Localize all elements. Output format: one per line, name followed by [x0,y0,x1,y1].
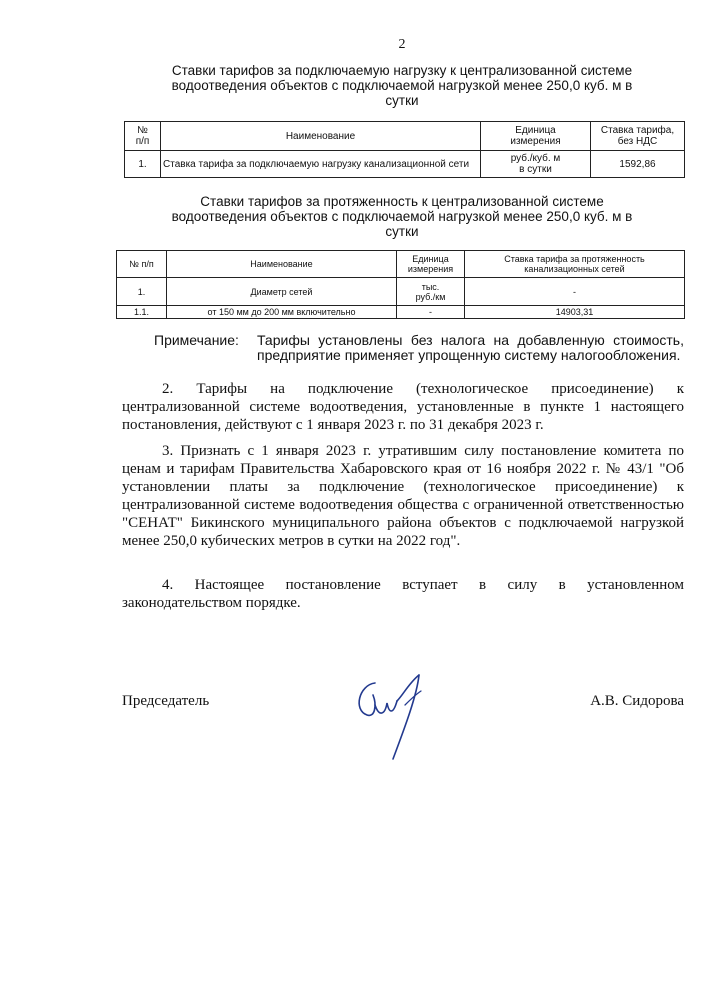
signatory-title: Председатель [122,693,210,709]
note-text: Тарифы установлены без налога на добавленную стоимость, предприятие применяет упрощенную систему налогообложения. [257,332,684,363]
section2-title [130,194,674,239]
header-rate: Ставка тарифа за протяженность канализационных сетей [465,251,685,278]
table-header-row [117,251,685,278]
header-num: № п/п [117,251,167,278]
cell-num: 1.1. [117,306,167,319]
header-unit: Единица измерения [397,251,465,278]
table-header-row [125,122,685,151]
note-label: Примечание: [154,332,239,348]
table-row [117,306,685,319]
section2-title-line: сутки [385,224,419,239]
cell-name: от 150 мм до 200 мм включительно [167,306,397,319]
table-row [125,151,685,178]
cell-rate: 14903,31 [465,306,685,319]
header-name: Наименование [167,251,397,278]
connection-load-tariff-table [124,121,685,178]
section2-title-line: Ставки тарифов за протяженность к централизованной системе [200,194,604,209]
header-unit: Единица измерения [481,122,591,151]
signatory-name: А.В. Сидорова [590,693,684,709]
header-name: Наименование [161,122,481,151]
cell-name: Диаметр сетей [167,278,397,306]
table-row [117,278,685,306]
cell-unit: руб./куб. м в сутки [481,151,591,178]
cell-num: 1. [125,151,161,178]
tariff-note [154,333,684,363]
cell-unit: тыс. руб./км [397,278,465,306]
page-number: 2 [398,37,406,52]
cell-rate: 1592,86 [591,151,685,178]
paragraph-3: 3. Признать с 1 января 2023 г. утратившим силу постановление комитета по ценам и тарифам Правительства Хабаровского края от 16 ноября 2022 г. № 43/1 "Об установлении платы за подключение (технологическое присоединение) к централизованной системе водоотведения общества с ограниченной ответственностью "СЕНАТ" Бикинского муниципального района объектов с подключаемой нагрузкой менее 250,0 кубических метров в сутки на 2022 год". [122,443,684,549]
cell-num: 1. [117,278,167,306]
cell-name: Ставка тарифа за подключаемую нагрузку канализационной сети [161,151,481,178]
paragraph-2: 2. Тарифы на подключение (технологическое присоединение) к централизованной системе водоотведения, установленные в пункте 1 настоящего постановления, действуют с 1 января 2023 г. по 31 декабря 2023 г. [122,381,684,433]
cell-rate: - [465,278,685,306]
paragraph-4: 4. Настоящее постановление вступает в силу в установленном законодательством порядке. [122,577,684,611]
section1-title-line: водоотведения объектов с подключаемой нагрузкой менее 250,0 куб. м в [171,78,633,93]
section1-title-line: Ставки тарифов за подключаемую нагрузку к централизованной системе [171,63,633,78]
header-rate: Ставка тарифа, без НДС [591,122,685,151]
handwritten-signature [345,665,435,765]
section2-title-line: водоотведения объектов с подключаемой нагрузкой менее 250,0 куб. м в [171,209,633,224]
header-num: № п/п [125,122,161,151]
cell-unit: - [397,306,465,319]
section1-title-line: сутки [385,93,419,108]
section1-title [130,63,674,108]
network-length-tariff-table [116,250,685,319]
